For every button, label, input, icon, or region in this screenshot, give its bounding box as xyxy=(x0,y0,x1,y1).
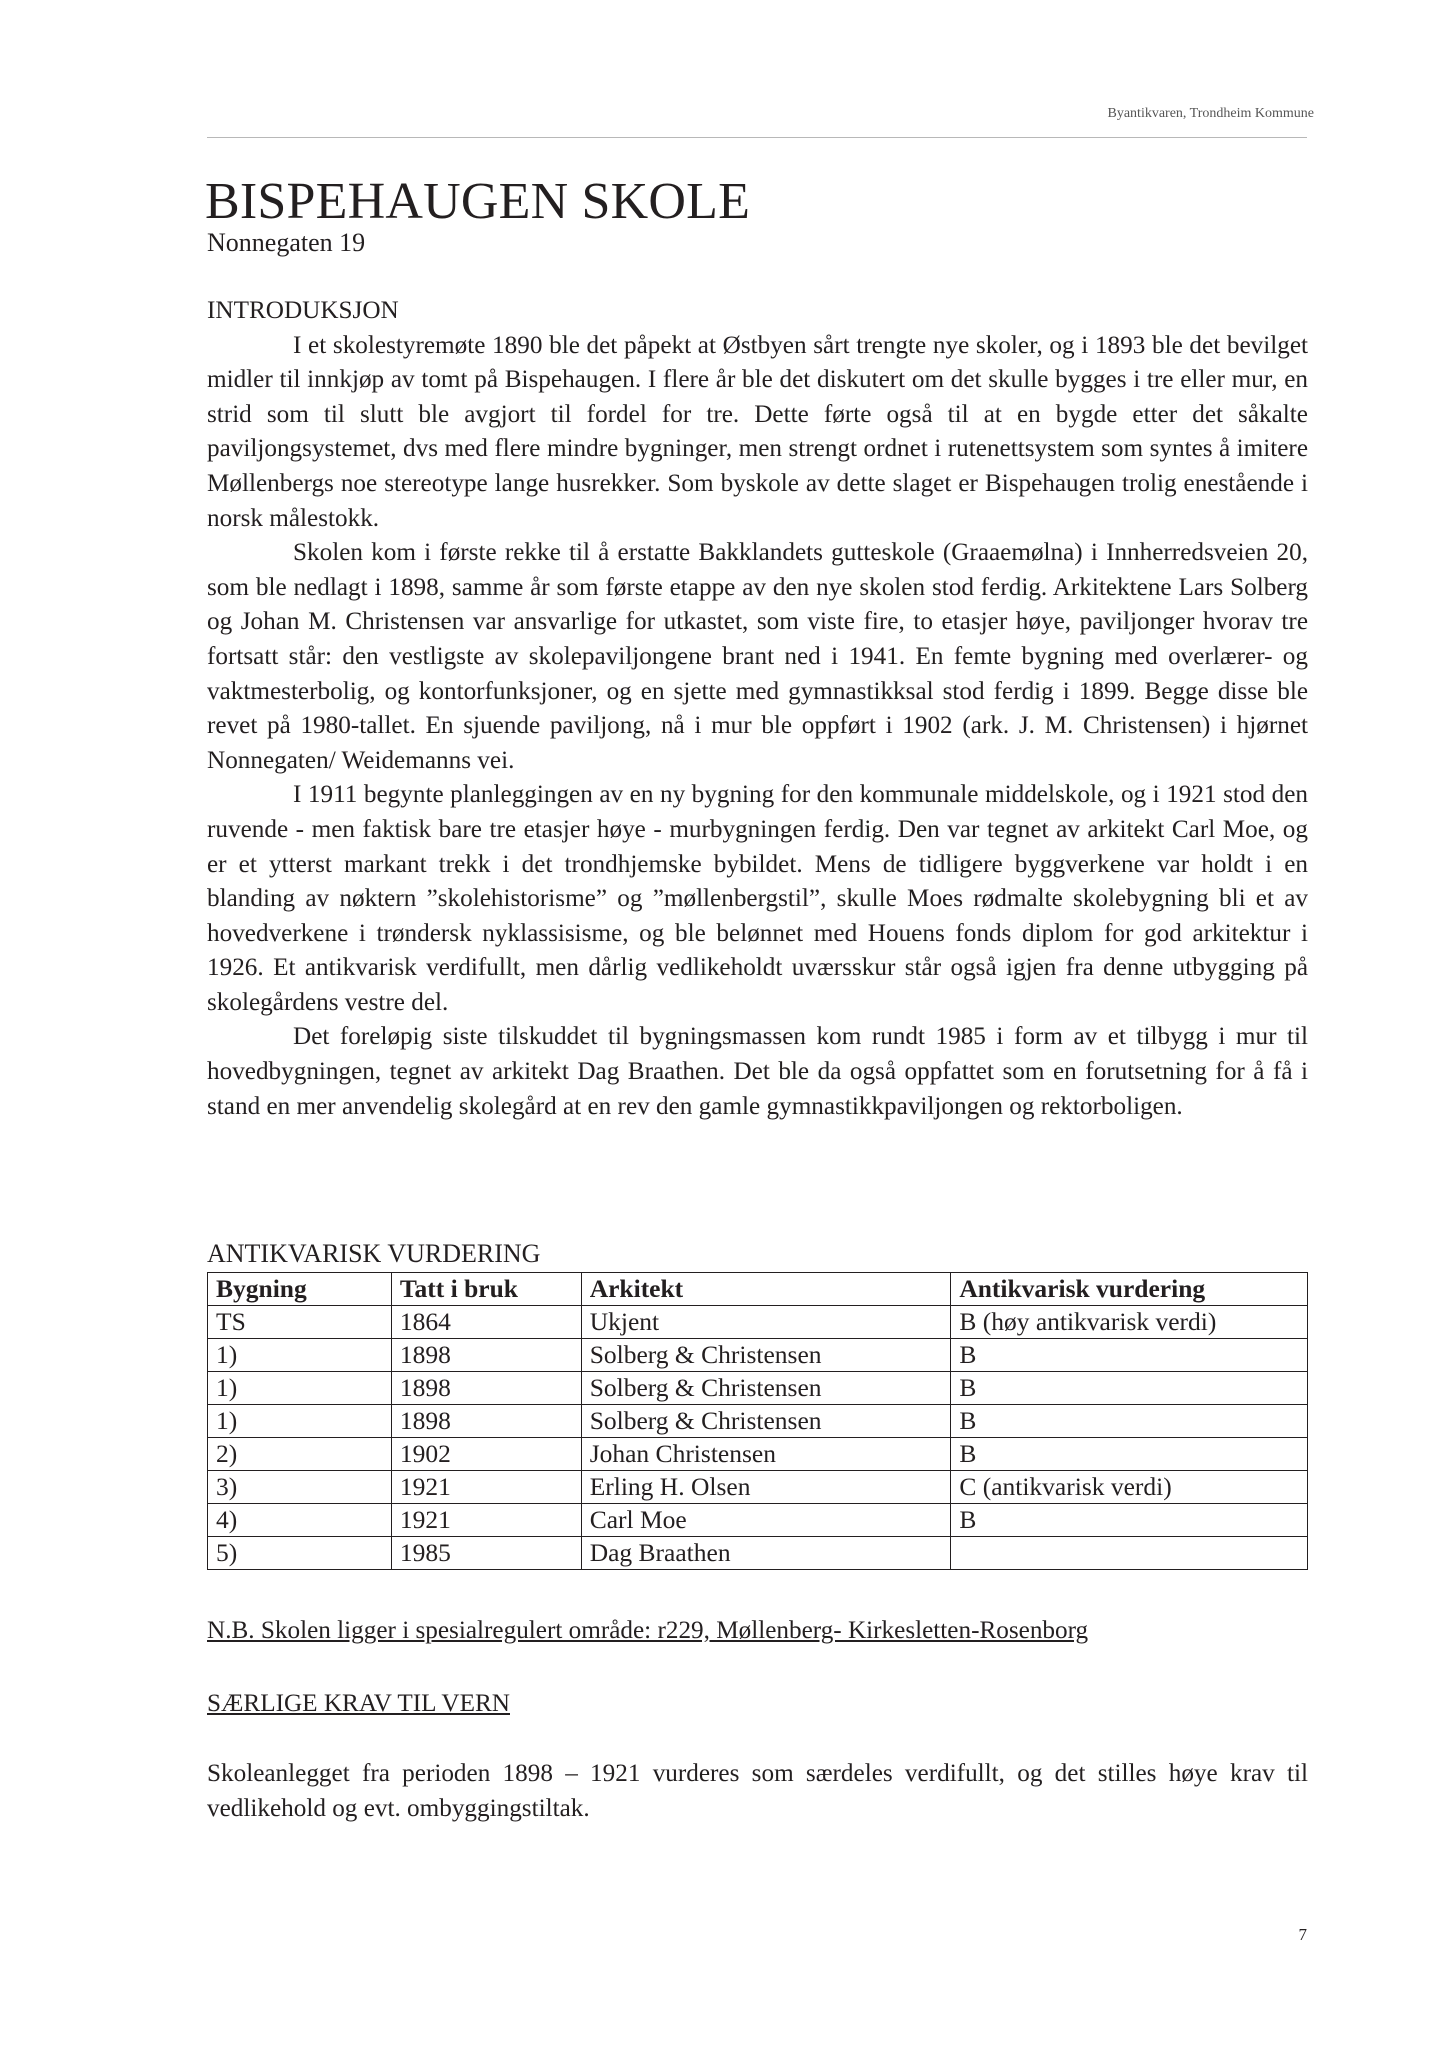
introduction-section xyxy=(207,294,1308,1124)
table-cell: 1) xyxy=(208,1405,392,1438)
column-header: Tatt i bruk xyxy=(391,1273,581,1306)
column-header: Arkitekt xyxy=(581,1273,951,1306)
table-cell: Solberg & Christensen xyxy=(581,1405,951,1438)
table-cell: C (antikvarisk verdi) xyxy=(951,1471,1308,1504)
introduction-paragraph: I 1911 begynte planleggingen av en ny bygning for den kommunale middelskole, og i 1921 stod den ruvende - men faktisk bare tre etasjer høye - murbygningen ferdig. Den var tegnet av arkitekt Carl Moe, og er et ytterst markant trekk i det trondhjemske bybildet. Mens de tidligere byggverkene var holdt i en blanding av nøktern ”skolehistorisme” og ”møllenbergstil”, skulle Moes rødmalte skolebygning bli et av hovedverkene i trøndersk nyklassisisme, og ble belønnet med Houens fonds diplom for god arkitektur i 1926. Et antikvarisk verdifullt, men dårlig vedlikeholdt uværsskur står også igjen fra denne utbygging på skolegårdens vestre del. xyxy=(207,781,1308,1016)
table-cell: 1985 xyxy=(391,1537,581,1570)
table-cell: B xyxy=(951,1372,1308,1405)
zoning-note: N.B. Skolen ligger i spesialregulert område: r229, Møllenberg- Kirkesletten-Rosenborg xyxy=(207,1617,1089,1644)
table-cell: 1902 xyxy=(391,1438,581,1471)
table-cell: Johan Christensen xyxy=(581,1438,951,1471)
table-cell: B xyxy=(951,1438,1308,1471)
table-cell: Dag Braathen xyxy=(581,1537,951,1570)
introduction-paragraph: I et skolestyremøte 1890 ble det påpekt at Østbyen sårt trengte nye skoler, og i 1893 ble det bevilget midler til innkjøp av tomt på Bispehaugen. I flere år ble det diskutert om det skulle bygges i tre eller mur, en strid som til slutt ble avgjort til fordel for tre. Dette førte også til at en bygde etter det såkalte paviljongsystemet, dvs med flere mindre bygninger, men strengt ordnet i rutenettsystem som syntes å imitere Møllenbergs noe stereotype lange husrekker. Som byskole av dette slaget er Bispehaugen trolig enestående i norsk målestokk. xyxy=(207,331,1308,532)
column-header: Bygning xyxy=(208,1273,392,1306)
table-cell: 1898 xyxy=(391,1372,581,1405)
column-header: Antikvarisk vurdering xyxy=(951,1273,1308,1306)
table-cell: 4) xyxy=(208,1504,392,1537)
table-cell xyxy=(951,1537,1308,1570)
table-cell: 1921 xyxy=(391,1504,581,1537)
protection-heading: SÆRLIGE KRAV TIL VERN xyxy=(207,1690,510,1717)
table-cell: Solberg & Christensen xyxy=(581,1339,951,1372)
table-cell: 1921 xyxy=(391,1471,581,1504)
page-number: 7 xyxy=(1298,1925,1307,1944)
table-cell: Erling H. Olsen xyxy=(581,1471,951,1504)
table-row xyxy=(208,1372,1308,1405)
table-cell: B xyxy=(951,1405,1308,1438)
protection-text: Skoleanlegget fra perioden 1898 – 1921 vurderes som særdeles verdifullt, og det stilles høye krav til vedlikehold og evt. ombyggingstiltak. xyxy=(207,1760,1308,1822)
table-row xyxy=(208,1339,1308,1372)
table-row xyxy=(208,1471,1308,1504)
table-header-row xyxy=(208,1273,1308,1306)
table-cell: TS xyxy=(208,1306,392,1339)
table-row xyxy=(208,1306,1308,1339)
table-cell: 1) xyxy=(208,1339,392,1372)
table-cell: 1898 xyxy=(391,1339,581,1372)
table-cell: Carl Moe xyxy=(581,1504,951,1537)
table-row xyxy=(208,1504,1308,1537)
table-cell: 1864 xyxy=(391,1306,581,1339)
table-cell: B xyxy=(951,1504,1308,1537)
assessment-heading: ANTIKVARISK VURDERING xyxy=(207,1239,541,1268)
table-cell: 3) xyxy=(208,1471,392,1504)
assessment-table xyxy=(207,1272,1308,1570)
running-header: Byantikvaren, Trondheim Kommune xyxy=(1107,106,1314,121)
table-cell: 2) xyxy=(208,1438,392,1471)
table-cell: 5) xyxy=(208,1537,392,1570)
page-subtitle: Nonnegaten 19 xyxy=(207,228,366,257)
header-divider xyxy=(207,137,1307,138)
table-cell: 1) xyxy=(208,1372,392,1405)
table-cell: 1898 xyxy=(391,1405,581,1438)
table-row xyxy=(208,1537,1308,1570)
introduction-heading: INTRODUKSJON xyxy=(207,297,399,324)
table-cell: Solberg & Christensen xyxy=(581,1372,951,1405)
table-row xyxy=(208,1405,1308,1438)
table-cell: Ukjent xyxy=(581,1306,951,1339)
table-cell: B (høy antikvarisk verdi) xyxy=(951,1306,1308,1339)
table-cell: B xyxy=(951,1339,1308,1372)
table-row xyxy=(208,1438,1308,1471)
introduction-paragraph: Skolen kom i første rekke til å erstatte Bakklandets gutteskole (Graaemølna) i Innherredsveien 20, som ble nedlagt i 1898, samme år som første etappe av den nye skolen stod ferdig. Arkitektene Lars Solberg og Johan M. Christensen var ansvarlige for utkastet, som viste fire, to etasjer høye, paviljonger hvorav tre fortsatt står: den vestligste av skolepaviljongene brant ned i 1941. En femte bygning med overlærer- og vaktmesterbolig, og kontorfunksjoner, og en sjette med gymnastikksal stod ferdig i 1899. Begge disse ble revet på 1980-tallet. En sjuende paviljong, nå i mur ble oppført i 1902 (ark. J. M. Christensen) i hjørnet Nonnegaten/ Weidemanns vei. xyxy=(207,539,1308,774)
introduction-paragraph: Det foreløpig siste tilskuddet til bygningsmassen kom rundt 1985 i form av et tilbygg i mur til hovedbygningen, tegnet av arkitekt Dag Braathen. Det ble da også oppfattet som en forutsetning for å få i stand en mer anvendelig skolegård at en rev den gamle gymnastikkpaviljongen og rektorboligen. xyxy=(207,1023,1308,1120)
page-title: BISPEHAUGEN SKOLE xyxy=(205,173,751,230)
